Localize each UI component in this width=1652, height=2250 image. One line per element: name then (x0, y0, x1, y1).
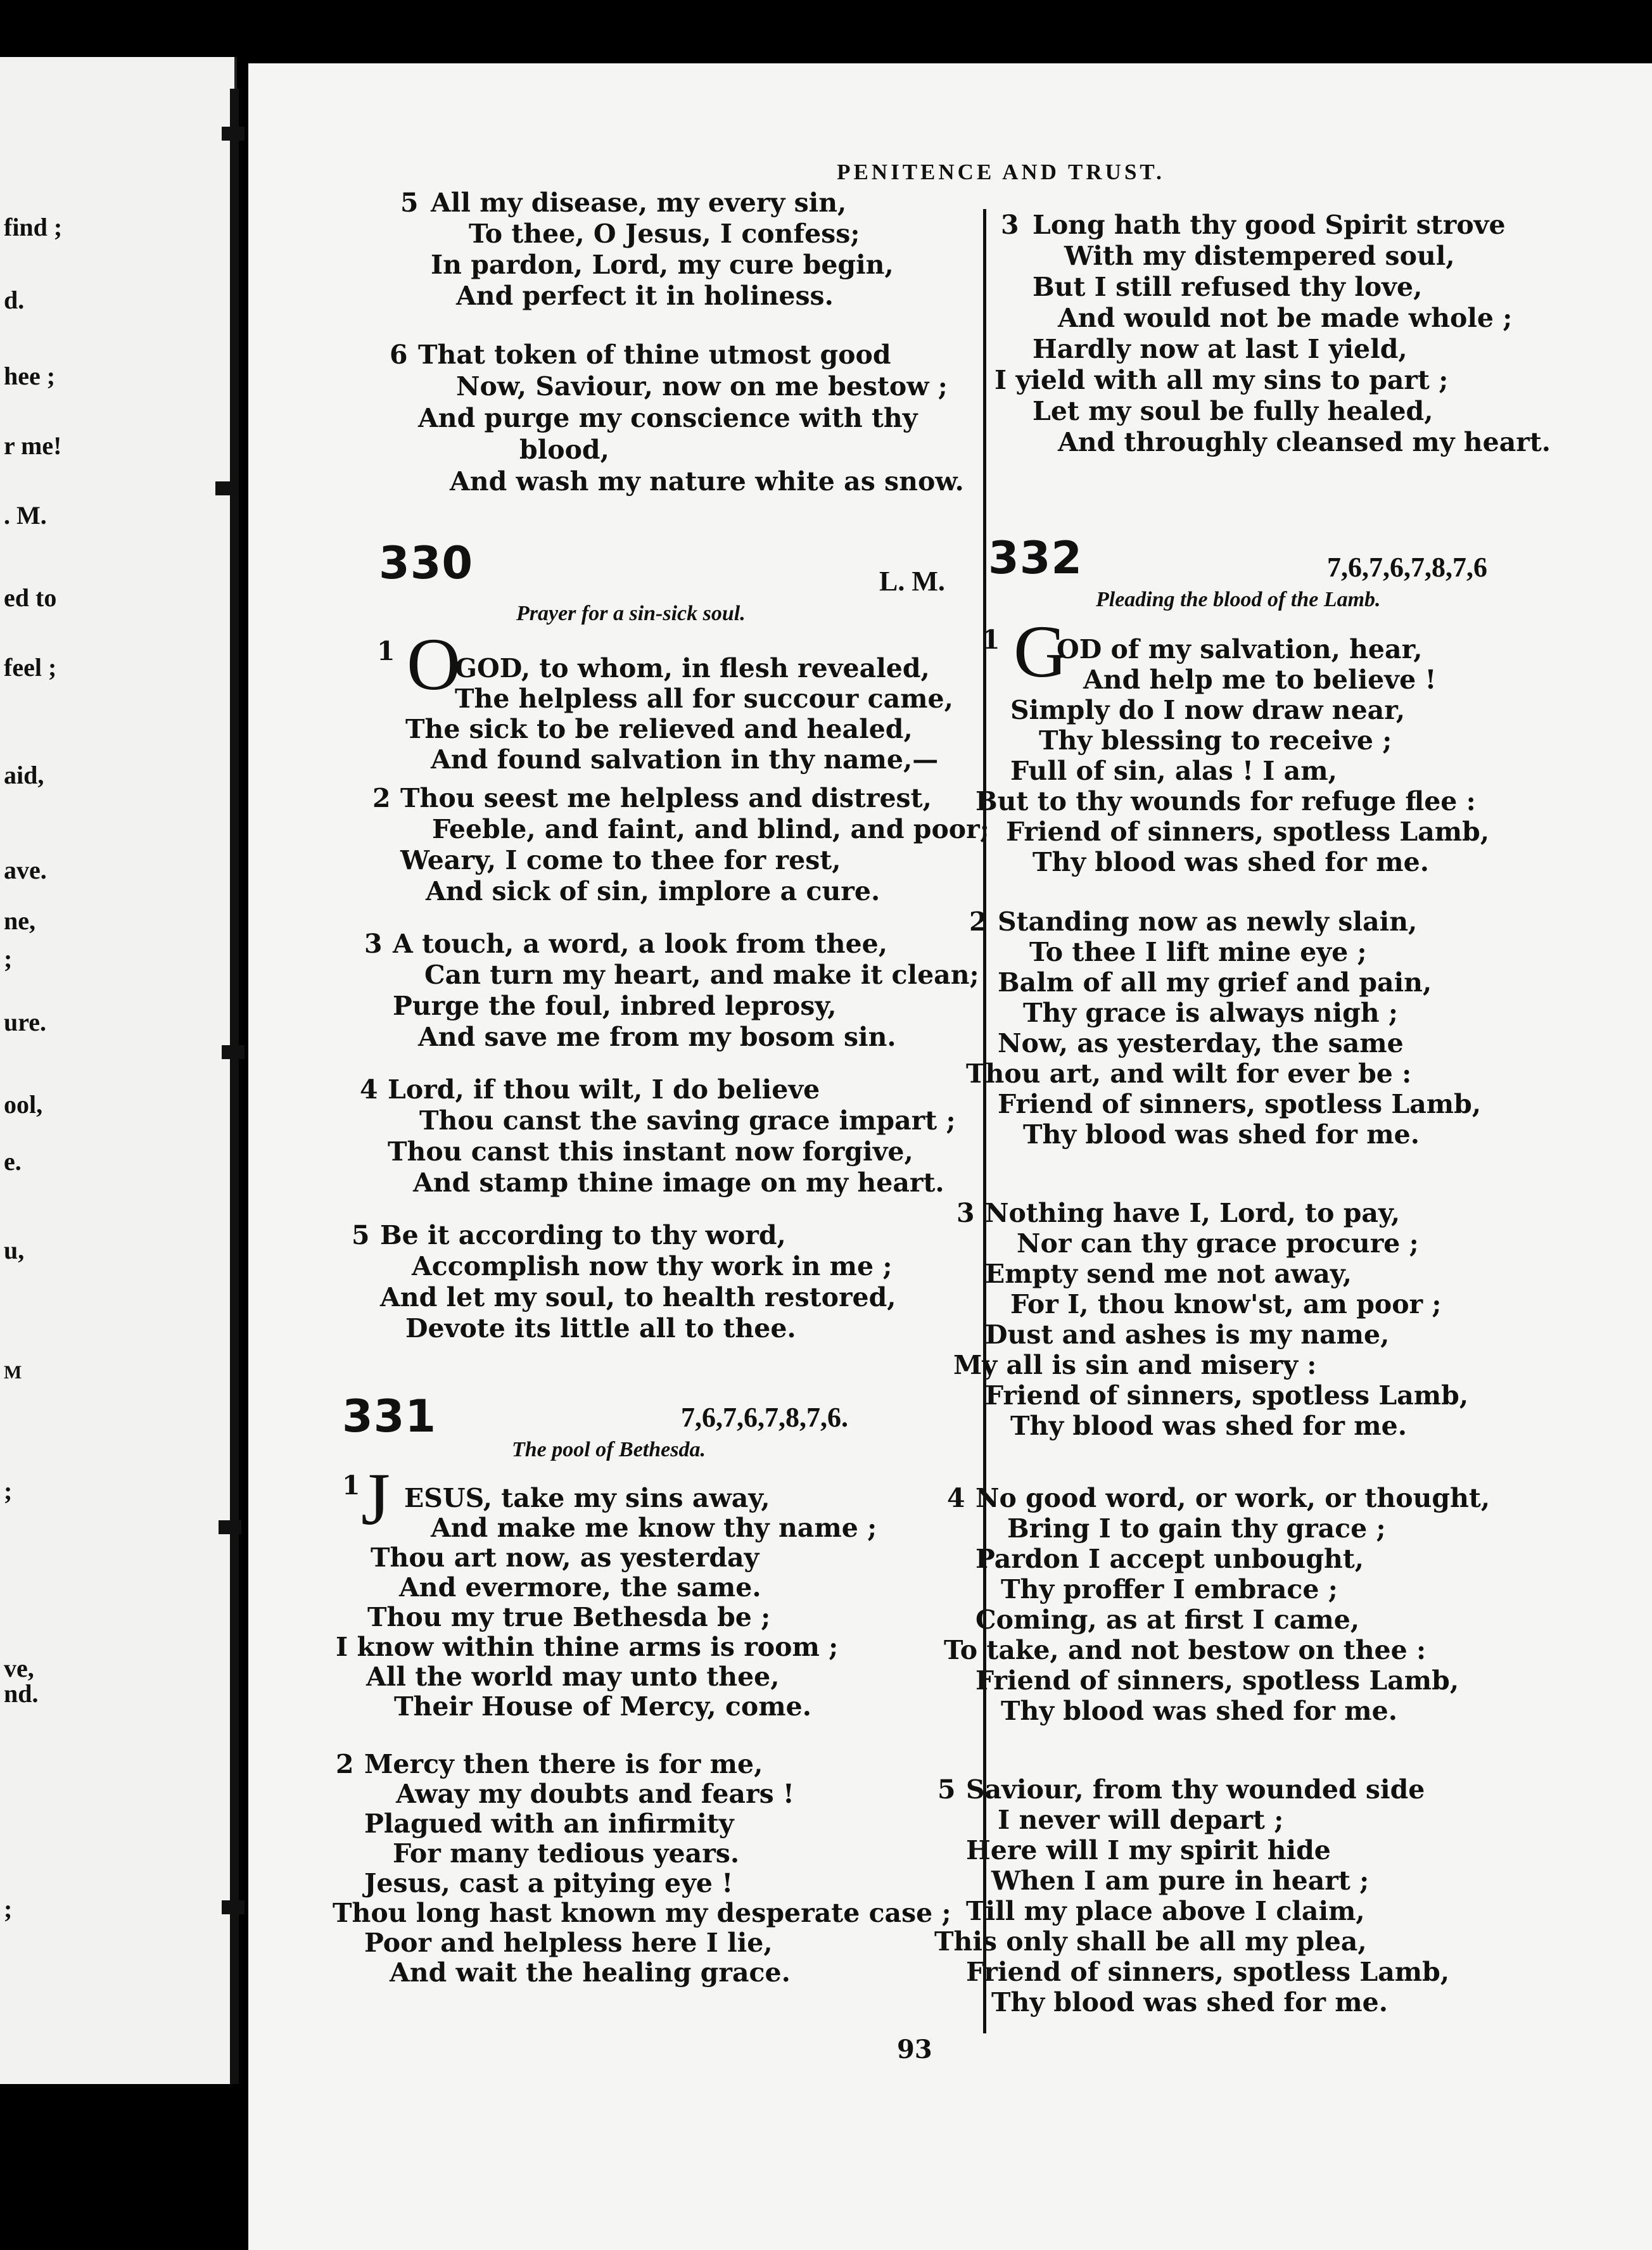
hymn-line: Feeble, and faint, and blind, and poor; (432, 814, 989, 844)
hymn-line: Full of sin, alas ! I am, (1010, 756, 1337, 786)
stanza-number: 6 (390, 340, 408, 370)
drop-cap: O (407, 623, 461, 706)
prev-page-fragment: ne, (4, 906, 35, 935)
hymn-line: I know within thine arms is room ; (336, 1632, 839, 1662)
prev-page-fragment: u, (4, 1236, 25, 1264)
hymn-line: Plagued with an infirmity (364, 1808, 734, 1839)
hymn-number: 331 (342, 1390, 437, 1442)
hymn-line: Friend of sinners, spotless Lamb, (985, 1380, 1469, 1411)
prev-page-fragment: e. (4, 1147, 22, 1176)
book-spine (230, 89, 239, 2084)
hymn-line: ESUS, take my sins away, (404, 1483, 770, 1513)
hymn-line: Thy blood was shed for me. (1032, 847, 1430, 877)
hymn-subtitle: The pool of Bethesda. (512, 1438, 706, 1461)
hymn-line: And let my soul, to health restored, (380, 1282, 896, 1312)
hymn-line: And evermore, the same. (399, 1572, 761, 1603)
hymn-line: And help me to believe ! (1083, 664, 1437, 695)
hymn-number: 330 (379, 537, 474, 589)
hymn-line: And wait the healing grace. (390, 1957, 791, 1988)
hymn-meter: L. M. (879, 566, 945, 597)
hymn-line: Thou my true Bethesda be ; (367, 1602, 771, 1632)
hymn-line: blood, (519, 435, 609, 465)
hymn-line: Thy blessing to receive ; (1039, 725, 1392, 756)
stanza-number: 3 (364, 929, 383, 959)
hymn-line: No good word, or work, or thought, (975, 1483, 1490, 1513)
stanza-number: 4 (947, 1483, 965, 1513)
hymn-meter: 7,6,7,6,7,8,7,6 (1327, 552, 1487, 583)
hymn-line: Nor can thy grace procure ; (1017, 1228, 1419, 1259)
hymn-line: And would not be made whole ; (1058, 303, 1513, 333)
hymn-line: I yield with all my sins to part ; (994, 365, 1449, 395)
hymn-line: Thou long hast known my desperate case ; (333, 1898, 951, 1928)
prev-page-fragment: find ; (4, 213, 63, 241)
hymn-line: Thou canst the saving grace impart ; (419, 1105, 956, 1136)
spine-mark (222, 1900, 245, 1914)
hymn-line: My all is sin and misery : (953, 1350, 1317, 1380)
hymn-line: For I, thou know'st, am poor ; (1010, 1289, 1442, 1319)
hymn-line: Thy blood was shed for me. (1010, 1411, 1407, 1441)
hymn-line: Standing now as newly slain, (998, 906, 1418, 937)
hymn-line: Thy proffer I embrace ; (1001, 1574, 1338, 1605)
prev-page-fragment: ; (4, 944, 13, 973)
stanza-number: 3 (1001, 210, 1019, 240)
hymn-line: The helpless all for succour came, (455, 683, 953, 714)
hymn-line: Their House of Mercy, come. (394, 1691, 811, 1722)
drop-cap: J (361, 1458, 390, 1541)
prev-page-fragment: ; (4, 1895, 13, 1923)
hymn-line: The sick to be relieved and healed, (405, 714, 913, 744)
prev-page-fragment: ; (4, 1477, 13, 1505)
spine-mark (219, 1520, 241, 1534)
hymn-line: Devote its little all to thee. (405, 1313, 796, 1344)
hymn-line: To take, and not bestow on thee : (944, 1635, 1426, 1665)
stanza-number: 4 (360, 1074, 378, 1105)
hymn-line: That token of thine utmost good (418, 340, 891, 370)
hymn-line: And purge my conscience with thy (418, 403, 918, 433)
hymn-line: For many tedious years. (393, 1838, 740, 1869)
hymn-line: Be it according to thy word, (380, 1220, 786, 1250)
hymn-line: Can turn my heart, and make it clean; (424, 960, 979, 990)
hymn-line: Bring I to gain thy grace ; (1007, 1513, 1386, 1544)
prev-page-fragment: . M. (4, 501, 47, 530)
hymn-line: Pardon I accept unbought, (975, 1544, 1364, 1574)
prev-page-fragment: hee ; (4, 362, 56, 390)
page-number: 93 (897, 2035, 932, 2064)
prev-page-fragment: r me! (4, 431, 62, 460)
stanza-number: 1 (342, 1470, 360, 1501)
prev-page-fragment: nd. (4, 1679, 39, 1708)
hymn-line: Mercy then there is for me, (364, 1749, 763, 1779)
hymn-subtitle: Pleading the blood of the Lamb. (1096, 588, 1381, 611)
prev-page-fragment: ed to (4, 583, 57, 612)
hymn-line: Simply do I now draw near, (1010, 695, 1406, 725)
hymn-line: A touch, a word, a look from thee, (393, 929, 888, 959)
hymn-line: GOD, to whom, in flesh revealed, (455, 653, 930, 683)
hymn-line: Thou seest me helpless and distrest, (400, 783, 932, 813)
stanza-number: 5 (937, 1774, 956, 1805)
stanza-number: 5 (400, 188, 419, 218)
hymn-line: Thy blood was shed for me. (1023, 1119, 1420, 1150)
hymn-line: Now, Saviour, now on me bestow ; (456, 371, 948, 402)
column-rule (983, 209, 986, 2033)
prev-page-fragment: ool, (4, 1090, 43, 1119)
hymn-line: Purge the foul, inbred leprosy, (393, 991, 837, 1021)
spine-mark (215, 481, 238, 495)
prev-page-fragment: feel ; (4, 653, 57, 682)
hymn-line: Thy grace is always nigh ; (1023, 998, 1398, 1028)
drop-cap: G (1013, 610, 1068, 693)
hymn-line: Hardly now at last I yield, (1032, 334, 1407, 364)
stanza-number: 5 (352, 1220, 370, 1250)
hymn-line: But I still refused thy love, (1032, 272, 1423, 302)
prev-page-fragment: aid, (4, 761, 44, 789)
hymn-line: Thou canst this instant now forgive, (388, 1136, 913, 1167)
hymn-subtitle: Prayer for a sin-sick soul. (516, 602, 746, 625)
hymn-line: Poor and helpless here I lie, (364, 1928, 773, 1958)
hymn-line: Let my soul be fully healed, (1032, 396, 1433, 426)
prev-page-fragment: ure. (4, 1008, 47, 1036)
hymn-line: And save me from my bosom sin. (418, 1022, 896, 1052)
stanza-number: 1 (377, 636, 395, 666)
hymn-line: In pardon, Lord, my cure begin, (431, 250, 894, 280)
hymn-line: But to thy wounds for refuge flee : (975, 786, 1476, 817)
hymn-line: Thou art, and wilt for ever be : (966, 1058, 1412, 1089)
hymn-line: And throughly cleansed my heart. (1058, 427, 1551, 457)
hymn-line: With my distempered soul, (1064, 241, 1455, 271)
prev-page-fragment: d. (4, 286, 25, 314)
hymn-line: And found salvation in thy name,— (431, 744, 939, 775)
prev-page-fragment: ave. (4, 856, 47, 884)
hymn-line: Thy blood was shed for me. (1001, 1696, 1398, 1726)
hymn-line: Empty send me not away, (985, 1259, 1352, 1289)
hymn-line: Jesus, cast a pitying eye ! (364, 1868, 734, 1898)
hymn-line: To thee I lift mine eye ; (1029, 937, 1367, 967)
hymn-line: Friend of sinners, spotless Lamb, (966, 1957, 1450, 1987)
stanza-number: 1 (982, 625, 1000, 655)
hymn-line: I never will depart ; (998, 1805, 1284, 1835)
hymn-line: Accomplish now thy work in me ; (412, 1251, 893, 1281)
hymn-line: And wash my nature white as snow. (450, 466, 964, 497)
hymn-line: OD of my salvation, hear, (1057, 634, 1423, 664)
prev-page-fragment: ve, (4, 1654, 34, 1682)
hymn-line: Friend of sinners, spotless Lamb, (998, 1089, 1482, 1119)
hymn-line: And stamp thine image on my heart. (413, 1167, 944, 1198)
hymn-line: Now, as yesterday, the same (998, 1028, 1404, 1058)
hymn-line: Friend of sinners, spotless Lamb, (975, 1665, 1459, 1696)
hymn-line: Till my place above I claim, (966, 1896, 1365, 1926)
stanza-number: 3 (956, 1198, 975, 1228)
hymn-line: Here will I my spirit hide (966, 1835, 1331, 1865)
stanza-number: 2 (336, 1749, 354, 1779)
hymn-line: Nothing have I, Lord, to pay, (985, 1198, 1401, 1228)
hymn-line: All my disease, my every sin, (431, 188, 847, 218)
hymn-line: Away my doubts and fears ! (396, 1779, 794, 1809)
stanza-number: 2 (969, 906, 988, 937)
prev-page-fragment: M (4, 1362, 22, 1383)
hymn-line: Friend of sinners, spotless Lamb, (1006, 817, 1490, 847)
hymn-line: When I am pure in heart ; (991, 1865, 1369, 1896)
hymn-line: And sick of sin, implore a cure. (426, 876, 880, 906)
running-head: PENITENCE AND TRUST. (837, 160, 1165, 184)
hymn-line: And perfect it in holiness. (456, 281, 834, 311)
hymn-line: To thee, O Jesus, I confess; (469, 219, 860, 249)
hymn-line: Balm of all my grief and pain, (998, 967, 1432, 998)
hymn-number: 332 (988, 532, 1083, 584)
hymn-meter: 7,6,7,6,7,8,7,6. (681, 1402, 848, 1433)
hymn-line: Lord, if thou wilt, I do believe (388, 1074, 820, 1105)
hymn-line: All the world may unto thee, (366, 1662, 780, 1692)
hymn-line: Coming, as at first I came, (975, 1605, 1360, 1635)
hymn-line: Saviour, from thy wounded side (966, 1774, 1425, 1805)
spine-mark (222, 127, 245, 141)
hymn-line: Thou art now, as yesterday (371, 1542, 759, 1573)
hymn-line: Weary, I come to thee for rest, (400, 845, 841, 875)
stanza-number: 2 (372, 783, 391, 813)
hymn-line: Thy blood was shed for me. (991, 1987, 1388, 2018)
hymn-line: Long hath thy good Spirit strove (1032, 210, 1506, 240)
hymn-line: Dust and ashes is my name, (985, 1319, 1390, 1350)
hymn-line: And make me know thy name ; (431, 1513, 877, 1543)
spine-mark (222, 1045, 245, 1059)
hymn-line: This only shall be all my plea, (934, 1926, 1367, 1957)
